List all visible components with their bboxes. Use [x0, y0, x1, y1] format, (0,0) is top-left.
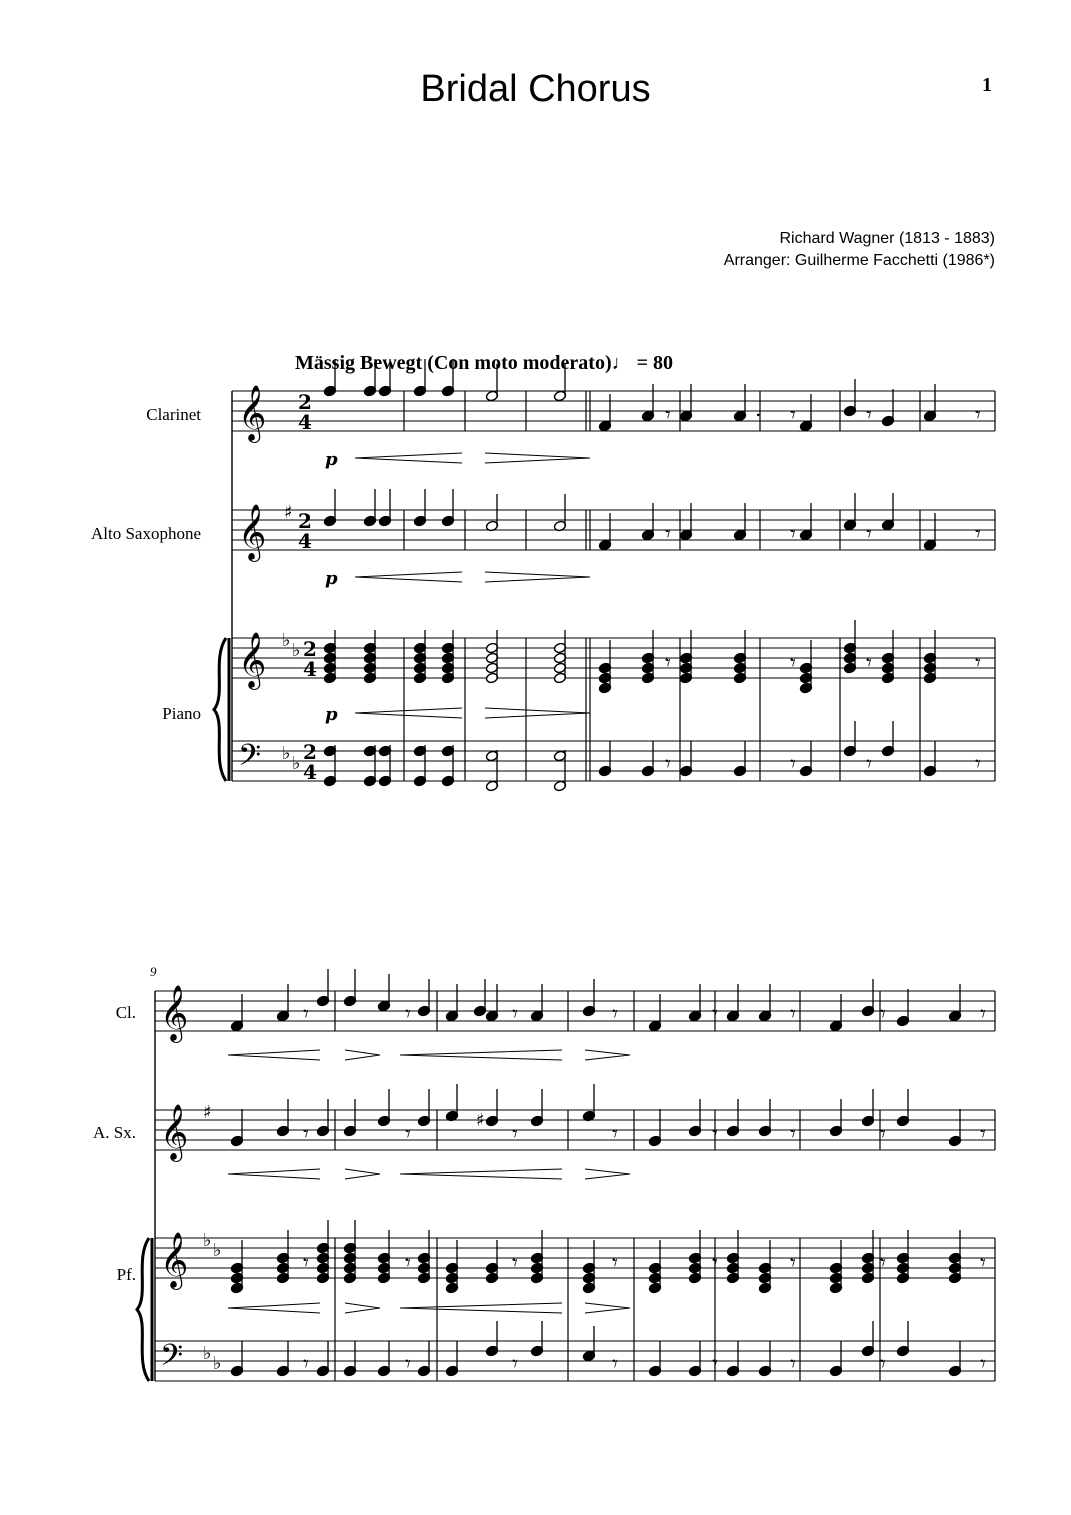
eighth-rest-icon: 𝄾 — [975, 403, 981, 428]
dynamic-piano: p — [325, 568, 338, 589]
flat-icon: ♭ — [292, 640, 301, 661]
composer-credit: Richard Wagner (1813 - 1883) — [779, 230, 995, 247]
eighth-rest-icon: 𝄾 — [712, 1352, 718, 1377]
time-signature-bottom: 4 — [298, 410, 312, 434]
instrument-label-alto-sax-short: A. Sx. — [93, 1123, 136, 1142]
decrescendo-hairpin — [485, 453, 590, 463]
eighth-rest-icon: 𝄾 — [303, 1002, 309, 1027]
sharp-icon: ♯ — [203, 1102, 212, 1123]
crescendo-hairpin — [355, 572, 462, 582]
dynamic-piano: p — [325, 704, 338, 725]
eighth-rest-icon: 𝄾 — [880, 1251, 886, 1276]
eighth-rest-icon: 𝄾 — [790, 522, 796, 547]
time-signature-top: 2 — [303, 740, 317, 764]
page-number: 1 — [982, 74, 992, 96]
eighth-rest-icon: 𝄾 — [866, 403, 872, 428]
time-signature-bottom: 4 — [303, 760, 317, 784]
instrument-label-piano: Piano — [162, 704, 201, 723]
eighth-rest-icon: 𝄾 — [303, 1122, 309, 1147]
piano-brace — [214, 638, 226, 781]
dynamic-piano: p — [325, 449, 338, 470]
eighth-rest-icon: 𝄾 — [512, 1352, 518, 1377]
arranger-credit: Arranger: Guilherme Facchetti (1986*) — [723, 252, 995, 269]
eighth-rest-icon: 𝄾 — [790, 752, 796, 777]
decrescendo-hairpin — [345, 1050, 380, 1060]
quarter-note-icon: ♩ — [611, 352, 632, 374]
eighth-rest-icon: 𝄾 — [980, 1352, 986, 1377]
flat-icon: ♭ — [203, 1343, 212, 1364]
treble-clef-icon: 𝄞 — [238, 504, 267, 560]
crescendo-hairpin — [228, 1169, 320, 1179]
eighth-rest-icon: 𝄾 — [665, 522, 671, 547]
eighth-rest-icon: 𝄾 — [712, 1002, 718, 1027]
eighth-rest-icon: 𝄾 — [612, 1002, 618, 1027]
eighth-rest-icon: 𝄾 — [303, 1251, 309, 1276]
crescendo-hairpin — [400, 1303, 562, 1313]
eighth-rest-icon: 𝄾 — [303, 1352, 309, 1377]
crescendo-hairpin — [228, 1050, 320, 1060]
tempo-text: Mässig Bewegt (Con moto moderato) — [295, 352, 612, 374]
decrescendo-hairpin — [485, 572, 590, 582]
decrescendo-hairpin — [345, 1169, 380, 1179]
eighth-rest-icon: 𝄾 — [790, 403, 796, 428]
treble-clef-icon: 𝄞 — [160, 1232, 189, 1288]
eighth-rest-icon: 𝄾 — [866, 651, 872, 676]
eighth-rest-icon: 𝄾 — [866, 522, 872, 547]
time-signature-top: 2 — [303, 637, 317, 661]
instrument-label-clarinet-short: Cl. — [115, 1003, 136, 1022]
flat-icon: ♭ — [213, 1353, 222, 1374]
treble-clef-icon: 𝄞 — [238, 385, 267, 441]
dot: . — [755, 397, 762, 421]
decrescendo-hairpin — [585, 1303, 630, 1313]
instrument-label-alto-sax: Alto Saxophone — [90, 524, 201, 543]
treble-clef-icon: 𝄞 — [160, 1104, 189, 1160]
crescendo-hairpin — [355, 708, 462, 718]
eighth-rest-icon: 𝄾 — [980, 1122, 986, 1147]
eighth-rest-icon: 𝄾 — [975, 522, 981, 547]
treble-clef-icon: 𝄞 — [238, 632, 267, 688]
eighth-rest-icon: 𝄾 — [512, 1251, 518, 1276]
eighth-rest-icon: 𝄾 — [790, 1122, 796, 1147]
eighth-rest-icon: 𝄾 — [880, 1002, 886, 1027]
flat-icon: ♭ — [282, 743, 291, 764]
decrescendo-hairpin — [585, 1050, 630, 1060]
score-title: Bridal Chorus — [420, 68, 651, 110]
decrescendo-hairpin — [585, 1169, 630, 1179]
instrument-label-clarinet: Clarinet — [146, 405, 201, 424]
tempo-value: = 80 — [636, 352, 674, 374]
time-signature-bottom: 4 — [298, 529, 312, 553]
bass-clef-icon: 𝄢 — [160, 1339, 184, 1380]
crescendo-hairpin — [400, 1169, 562, 1179]
eighth-rest-icon: 𝄾 — [980, 1002, 986, 1027]
eighth-rest-icon: 𝄾 — [790, 651, 796, 676]
eighth-rest-icon: 𝄾 — [612, 1251, 618, 1276]
instrument-label-piano-short: Pf. — [116, 1265, 136, 1284]
eighth-rest-icon: 𝄾 — [612, 1352, 618, 1377]
eighth-rest-icon: 𝄾 — [405, 1122, 411, 1147]
eighth-rest-icon: 𝄾 — [790, 1251, 796, 1276]
piano-brace — [137, 1238, 149, 1381]
flat-icon: ♭ — [213, 1240, 222, 1261]
time-signature-top: 2 — [298, 390, 312, 414]
flat-icon: ♭ — [203, 1230, 212, 1251]
eighth-rest-icon: 𝄾 — [612, 1122, 618, 1147]
eighth-rest-icon: 𝄾 — [665, 651, 671, 676]
eighth-rest-icon: 𝄾 — [790, 1352, 796, 1377]
sharp-icon: ♯ — [476, 1110, 485, 1131]
crescendo-hairpin — [400, 1050, 562, 1060]
eighth-rest-icon: 𝄾 — [790, 1002, 796, 1027]
eighth-rest-icon: 𝄾 — [512, 1002, 518, 1027]
flat-icon: ♭ — [292, 753, 301, 774]
eighth-rest-icon: 𝄾 — [665, 752, 671, 777]
eighth-rest-icon: 𝄾 — [405, 1352, 411, 1377]
sharp-icon: ♯ — [284, 502, 293, 523]
eighth-rest-icon: 𝄾 — [975, 651, 981, 676]
eighth-rest-icon: 𝄾 — [665, 403, 671, 428]
treble-clef-icon: 𝄞 — [160, 985, 189, 1041]
eighth-rest-icon: 𝄾 — [975, 752, 981, 777]
decrescendo-hairpin — [485, 708, 590, 718]
eighth-rest-icon: 𝄾 — [866, 752, 872, 777]
eighth-rest-icon: 𝄾 — [405, 1002, 411, 1027]
eighth-rest-icon: 𝄾 — [712, 1122, 718, 1147]
time-signature-top: 2 — [298, 509, 312, 533]
crescendo-hairpin — [355, 453, 462, 463]
flat-icon: ♭ — [282, 630, 291, 651]
eighth-rest-icon: 𝄾 — [512, 1122, 518, 1147]
eighth-rest-icon: 𝄾 — [880, 1122, 886, 1147]
decrescendo-hairpin — [345, 1303, 380, 1313]
eighth-rest-icon: 𝄾 — [880, 1352, 886, 1377]
bass-clef-icon: 𝄢 — [238, 739, 262, 780]
time-signature-bottom: 4 — [303, 657, 317, 681]
eighth-rest-icon: 𝄾 — [405, 1251, 411, 1276]
measure-number: 9 — [150, 964, 157, 979]
crescendo-hairpin — [228, 1303, 320, 1313]
eighth-rest-icon: 𝄾 — [980, 1251, 986, 1276]
eighth-rest-icon: 𝄾 — [712, 1251, 718, 1276]
